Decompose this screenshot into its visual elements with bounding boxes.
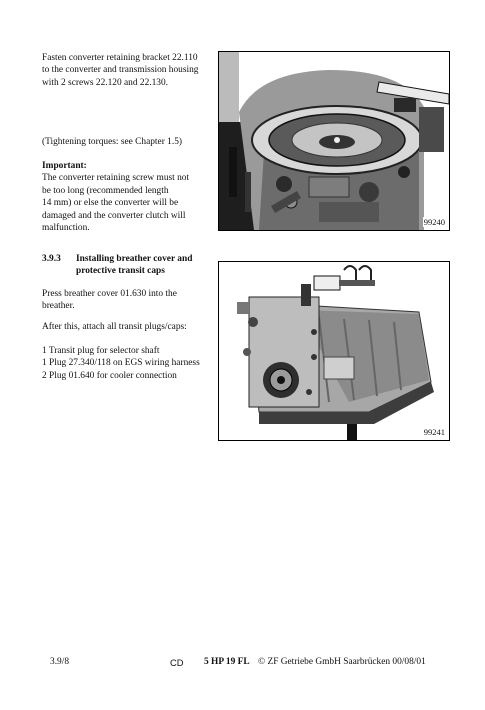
paragraph-fasten-bracket	[42, 52, 222, 89]
list-item: 1 Plug 27.340/118 on EGS wiring harness	[42, 358, 200, 369]
section-title-line2: protective transit caps	[76, 266, 165, 277]
section-number: 3.9.3	[42, 254, 61, 264]
text-line: 14 mm) or else the converter will be	[42, 198, 179, 209]
footer-cd: CD	[170, 657, 184, 668]
figure-label: 99241	[423, 427, 445, 437]
text-line: malfunction.	[42, 223, 90, 234]
text-line: Fasten converter retaining bracket 22.110	[42, 53, 198, 63]
text-line: damaged and the converter clutch will	[42, 210, 186, 221]
figure-label: 99240	[423, 217, 445, 227]
text-line: to the converter and transmission housing	[42, 65, 199, 76]
text-line: with 2 screws 22.120 and 22.130.	[42, 77, 169, 88]
important-heading: Important:	[42, 161, 87, 171]
important-note	[42, 160, 222, 234]
plug-list	[42, 345, 232, 382]
figure-converter-bracket	[218, 51, 450, 231]
list-item: 1 Transit plug for selector shaft	[42, 346, 160, 356]
text-line: breather.	[42, 301, 75, 312]
page-number: 3.9/8	[50, 657, 70, 667]
transmission-illustration	[219, 262, 449, 440]
text-line: The converter retaining screw must not	[42, 173, 190, 184]
figure-transmission-caps	[218, 261, 450, 441]
text-line: Press breather cover 01.630 into the	[42, 289, 177, 299]
list-item: 2 Plug 01.640 for cooler connection	[42, 370, 177, 381]
converter-bracket-illustration	[219, 52, 449, 230]
text-line: be too long (recommended length	[42, 185, 169, 196]
footer-copyright: © ZF Getriebe GmbH Saarbrücken 00/08/01	[258, 657, 426, 667]
section-heading	[42, 253, 222, 278]
torque-note: (Tightening torques: see Chapter 1.5)	[42, 137, 182, 147]
paragraph-breather	[42, 288, 222, 313]
section-title-line1: Installing breather cover and	[76, 254, 193, 264]
paragraph-transit-plugs: After this, attach all transit plugs/caps:	[42, 322, 187, 332]
footer-model: 5 HP 19 FL	[204, 657, 250, 667]
